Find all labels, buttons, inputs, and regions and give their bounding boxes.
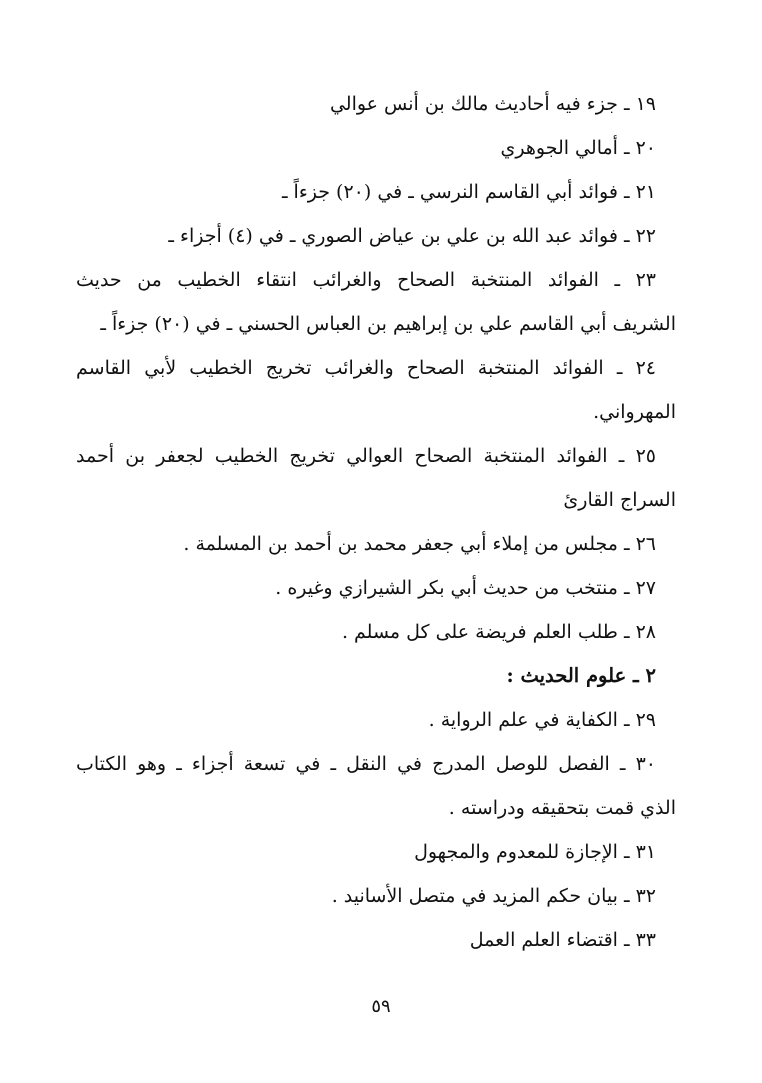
list-item-25: ٢٥ ـ الفوائد المنتخبة الصحاح العوالي تخريج الخطيب لجعفر بن أحمد [76,445,656,467]
list-item-24-continuation: المهرواني. [593,401,676,423]
list-item-20: ٢٠ ـ أمالي الجوهري [500,137,656,159]
list-item-32: ٣٢ ـ بيان حكم المزيد في متصل الأسانيد . [331,885,656,907]
list-item-30: ٣٠ ـ الفصل للوصل المدرج في النقل ـ في تسعة أجزاء ـ وهو الكتاب [76,753,656,775]
list-item-26: ٢٦ ـ مجلس من إملاء أبي جعفر محمد بن أحمد بن المسلمة . [183,533,656,555]
list-item-33: ٣٣ ـ اقتضاء العلم العمل [469,929,656,951]
list-item-29: ٢٩ ـ الكفاية في علم الرواية . [428,709,656,731]
list-item-25-continuation: السراج القارئ [563,489,676,511]
list-item-31: ٣١ ـ الإجازة للمعدوم والمجهول [414,841,656,863]
list-item-27: ٢٧ ـ منتخب من حديث أبي بكر الشيرازي وغيره . [275,577,656,599]
list-item-30-continuation: الذي قمت بتحقيقه ودراسته . [448,797,676,819]
book-list [76,84,676,964]
list-item-24: ٢٤ ـ الفوائد المنتخبة الصحاح والغرائب تخريج الخطيب لأبي القاسم [76,357,656,379]
list-item-23: ٢٣ ـ الفوائد المنتخبة الصحاح والغرائب انتقاء الخطيب من حديث [76,269,656,291]
page-number: ٥٩ [371,996,391,1017]
section-heading: ٢ ـ علوم الحديث : [506,664,656,687]
list-item-23-continuation: الشريف أبي القاسم علي بن إبراهيم بن العباس الحسني ـ في (٢٠) جزءاً ـ [100,313,676,335]
list-item-22: ٢٢ ـ فوائد عبد الله بن علي بن عياض الصوري ـ في (٤) أجزاء ـ [168,225,656,247]
list-item-19: ١٩ ـ جزء فيه أحاديث مالك بن أنس عوالي [329,93,656,115]
list-item-21: ٢١ ـ فوائد أبي القاسم النرسي ـ في (٢٠) جزءاً ـ [281,181,656,203]
list-item-28: ٢٨ ـ طلب العلم فريضة على كل مسلم . [341,621,656,643]
